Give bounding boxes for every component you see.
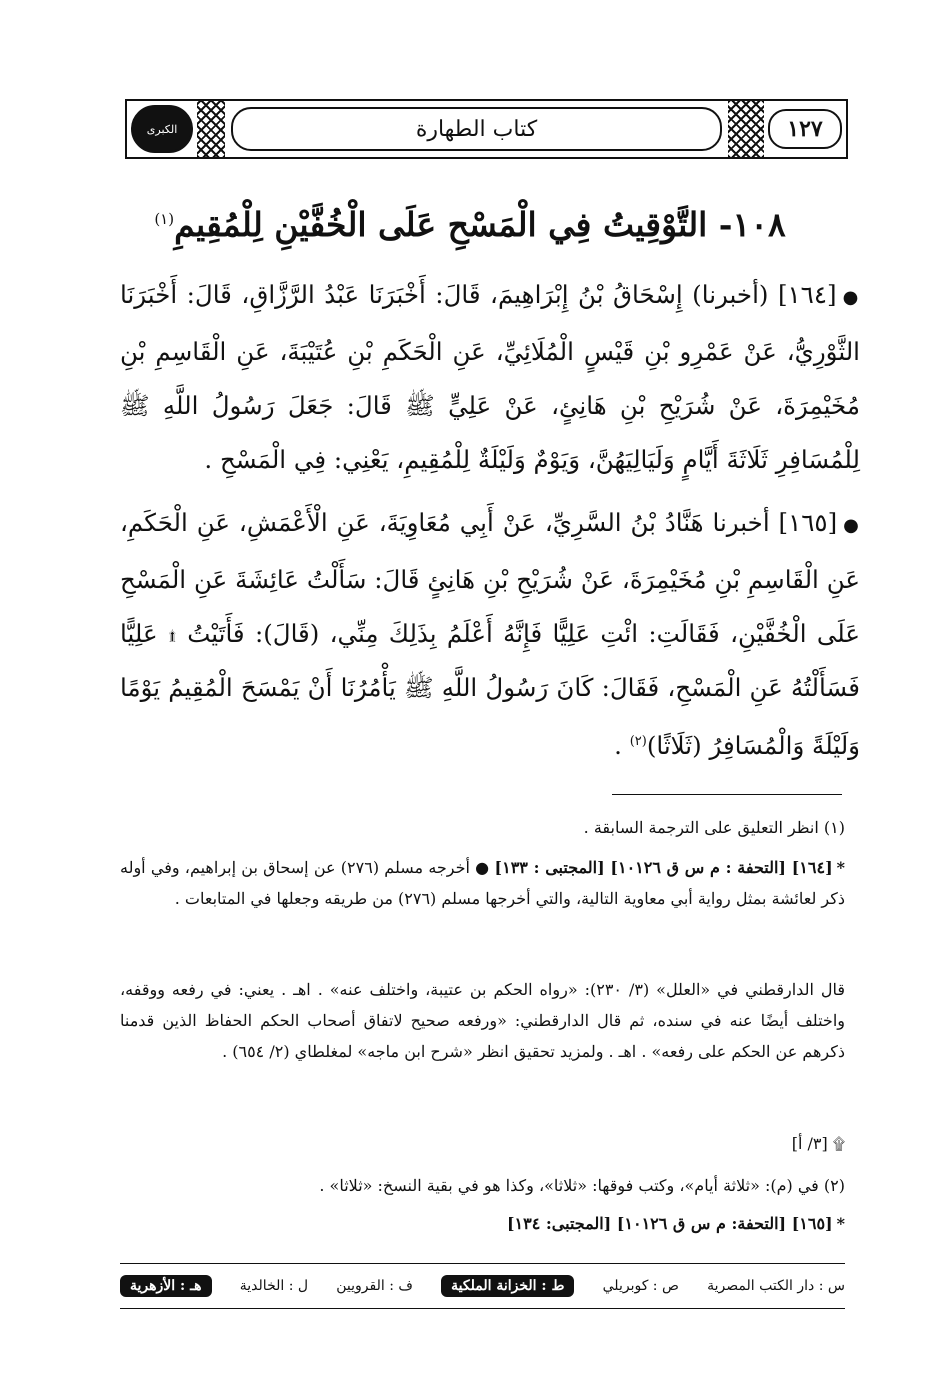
footnote-ref: (١): [154, 210, 175, 228]
legend-item-highlighted: هـ : الأزهرية: [120, 1275, 212, 1297]
footnote-text: ● أخرجه مسلم (٢٧٦) عن إسحاق بن إبراهيم، وفي أوله ذكر لعائشة بمثل رواية أبي معاوية التالية، والتي أخرجها مسلم (٢٧٦) من طريقه وجعلها في المتابعات .: [120, 858, 845, 908]
bullet-icon: ●: [843, 515, 860, 536]
book-medallion: الكبرى: [131, 105, 193, 153]
bullet-icon: ●: [842, 287, 860, 308]
legend-divider: [120, 1263, 845, 1264]
legend-item-highlighted: ط : الخزانة الملكية: [441, 1275, 574, 1297]
footnote-reference-head: [١٦٥] [التحفة: م س ق ١٠١٢٦] [المجتبى: ١٣٤]: [506, 1214, 833, 1233]
footnote: (٢) في (م): «ثلاثة أيام»، وكتب فوقها: «ثلاثا»، وكذا هو في بقية النسخ: «ثلاثا» .: [319, 1176, 845, 1195]
footnote: [120, 852, 845, 914]
footnote-ref: (٢): [629, 734, 647, 749]
footnote: [120, 1208, 845, 1239]
footnote: (١) انظر التعليق على الترجمة السابقة .: [583, 818, 845, 837]
chapter-title-text: ١٠٨- التَّوْقِيتُ فِي الْمَسْحِ عَلَى الْخُفَّيْنِ لِلْمُقِيمِ: [174, 205, 786, 244]
asterisk-icon: *: [836, 1214, 845, 1233]
ornament-pattern: [197, 101, 225, 157]
hadith-paragraph: [120, 496, 860, 773]
chapter-title: [140, 192, 800, 252]
ornament-pattern: [728, 101, 764, 157]
manuscript-legend: [120, 1271, 845, 1301]
page-header: [125, 99, 848, 159]
legend-item: ل : الخالدية: [239, 1278, 309, 1294]
page-number: ١٢٧: [768, 109, 842, 149]
hadith-end: .: [614, 731, 630, 761]
legend-item: س : دار الكتب المصرية: [707, 1278, 845, 1294]
hadith-text: [١٦٤] (أخبرنا) إِسْحَاقُ بْنُ إِبْرَاهِيمَ، قَالَ: أَخْبَرَنَا عَبْدُ الرَّزَّاقِ، قَالَ: أَخْبَرَنَا الثَّوْرِيُّ، عَنْ عَمْرِو بْنِ قَيْسٍ الْمُلَائِيِّ، عَنِ الْحَكَمِ بْنِ عُتَيْبَةَ، عَنِ الْقَاسِمِ بْنِ مُخَيْمِرَةَ، عَنْ شُرَيْحِ بْنِ هَانِئٍ، عَنْ عَلِيٍّ ﷺ قَالَ: جَعَلَ رَسُولُ اللَّهِ ﷺ لِلْمُسَافِرِ ثَلَاثَةَ أَيَّامٍ وَلَيَالِيَهُنَّ، وَيَوْمٌ وَلَيْلَةٌ لِلْمُقِيمِ، يَعْنِي: فِي الْمَسْحِ .: [120, 280, 860, 474]
manuscript-folio-marker: ۩ [٣/ أ]: [791, 1134, 845, 1153]
hadith-text: [١٦٥] أخبرنا هَنَّادُ بْنُ السَّرِيِّ، عَنْ أَبِي مُعَاوِيَةَ، عَنِ الْأَعْمَشِ، عَنِ الْحَكَمِ، عَنِ الْقَاسِمِ بْنِ مُخَيْمِرَةَ، عَنْ شُرَيْحِ بْنِ هَانِئٍ قَالَ: سَأَلْتُ عَائِشَةَ عَنِ الْمَسْحِ عَلَى الْخُفَّيْنِ، فَقَالَتِ: ائْتِ عَلِيًّا فَإِنَّهُ أَعْلَمُ بِذَلِكَ مِنِّي، (قَالَ): فَأَتَيْتُ ۩ عَلِيًّا فَسَأَلْتُهُ عَنِ الْمَسْحِ، فَقَالَ: كَانَ رَسُولُ اللَّهِ ﷺ يَأْمُرُنَا أَنْ يَمْسَحَ الْمُقِيمُ يَوْمًا وَلَيْلَةً وَالْمُسَافِرُ (ثَلَاثًا): [120, 508, 860, 761]
footnote-divider: [612, 794, 842, 795]
legend-item: ص : كوبريلي: [602, 1278, 679, 1294]
hadith-paragraph: [120, 268, 860, 487]
footnote-reference-head: [١٦٤] [التحفة : م س ق ١٠١٢٦] [المجتبى : ١٣٣]: [494, 858, 833, 877]
asterisk-icon: *: [836, 858, 846, 877]
footnote: قال الدارقطني في «العلل» (٣/ ٢٣٠): «رواه الحكم بن عتيبة، واختلف عنه» . اهـ . يعني: في رفعه ووقفه، واختلف أيضًا عنه في سنده، ثم قال الدارقطني: «ورفعه صحيح لاتفاق أصحاب الحكم الحفاظ الذين قدمنا ذكرهم عن الحكم على رفعه» . اهـ . ولمزيد تحقيق انظر «شرح ابن ماجه» لمغلطاي (٢/ ٦٥٤) .: [120, 980, 846, 1061]
legend-divider: [120, 1308, 845, 1309]
running-title: كتاب الطهارة: [231, 107, 722, 151]
legend-item: ف : القرويين: [336, 1278, 413, 1294]
